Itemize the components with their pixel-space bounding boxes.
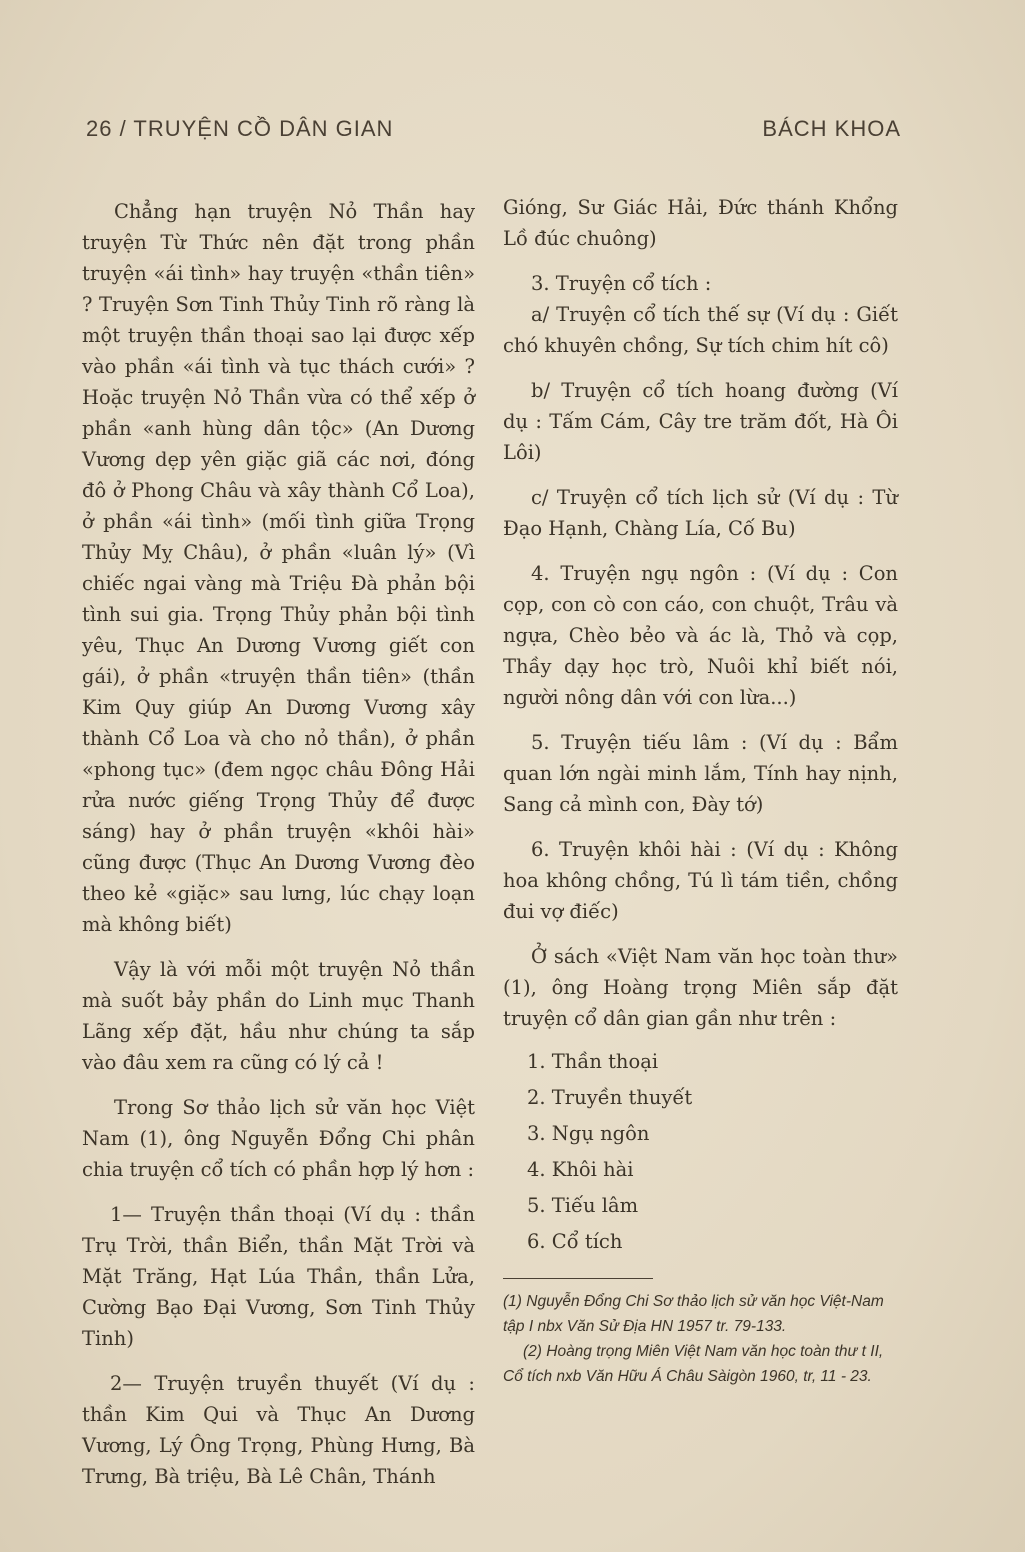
list-item: b/ Truyện cổ tích hoang đường (Ví dụ : Tấm Cám, Cây tre trăm đốt, Hà Ôi Lôi) bbox=[503, 379, 898, 464]
paragraph: Chẳng hạn truyện Nỏ Thần hay truyện Từ Thức nên đặt trong phần truyện «ái tình» hay truyện «thần tiên» ? Truyện Sơn Tinh Thủy Tinh rõ ràng là một truyện thần thoại sao lại được xếp vào phần «ái tình và tục thách cưới» ? Hoặc truyện Nỏ Thần vừa có thể xếp ở phần «anh hùng dân tộc» (An Dương Vương dẹp yên giặc giã các nơi, đóng đô ở Phong Châu và xây thành Cổ Loa), ở phần «ái tình» (mối tình giữa Trọng Thủy Mỵ Châu), ở phần «luân lý» (Vì chiếc ngai vàng mà Triệu Đà phản bội tình sui gia. Trọng Thủy phản bội tình yêu, Thục An Dương Vương giết con gái), ở phần «truyện thần tiên» (thần Kim Quy giúp An Dương Vương xây thành Cổ Loa và cho nỏ thần), ở phần «phong tục» (đem ngọc châu Đông Hải rửa nước giếng Trọng Thủy để được sáng) hay ở phần truyện «khôi hài» cũng được (Thục An Dương Vương đèo theo kẻ «giặc» sau lưng, lúc chạy loạn mà không biết) bbox=[82, 200, 475, 936]
footnote: (2) Hoàng trọng Miên Việt Nam văn học toàn thư t II, Cổ tích nxb Văn Hữu Á Châu Sàigòn 1960, tr, 11 - 23. bbox=[503, 1343, 884, 1385]
list-item: 6. Cổ tích bbox=[527, 1230, 623, 1253]
list-item: a/ Truyện cổ tích thế sự (Ví dụ : Giết chó khuyên chồng, Sự tích chim hít cô) bbox=[503, 303, 898, 357]
list-item: 6. Truyện khôi hài : (Ví dụ : Không hoa không chồng, Tú lì tám tiền, chồng đui vợ điếc) bbox=[503, 838, 898, 923]
footnote-divider bbox=[503, 1278, 653, 1279]
list-item: 4. Truyện ngụ ngôn : (Ví dụ : Con cọp, con cò con cáo, con chuột, Trâu và ngựa, Chèo bẻo và ác là, Thỏ và cọp, Thầy dạy học trò, Nuôi khỉ biết nói, người nông dân với con lừa...) bbox=[503, 562, 898, 709]
running-header bbox=[86, 116, 901, 142]
left-column bbox=[82, 196, 475, 1492]
list-item: 2. Truyền thuyết bbox=[527, 1086, 693, 1109]
right-column bbox=[503, 192, 898, 1389]
paragraph: Vậy là với mỗi một truyện Nỏ thần mà suốt bảy phần do Linh mục Thanh Lãng xếp đặt, hầu như chúng ta sắp vào đâu xem ra cũng có lý cả ! bbox=[82, 958, 475, 1074]
list-item: 5. Truyện tiếu lâm : (Ví dụ : Bẩm quan lớn ngài minh lắm, Tính hay nịnh, Sang cả mình con, Đày tớ) bbox=[503, 731, 898, 816]
footnote: (1) Nguyễn Đổng Chi Sơ thảo lịch sử văn học Việt-Nam tập I nbx Văn Sử Địa HN 1957 tr. 79-133. bbox=[503, 1293, 884, 1335]
paragraph: Trong Sơ thảo lịch sử văn học Việt Nam (1), ông Nguyễn Đổng Chi phân chia truyện cổ tích có phần hợp lý hơn : bbox=[82, 1096, 475, 1181]
list-item: 3. Truyện cổ tích : bbox=[531, 272, 712, 295]
numbered-list bbox=[527, 1044, 898, 1260]
header-right: BÁCH KHOA bbox=[762, 116, 901, 141]
list-item: 1— Truyện thần thoại (Ví dụ : thần Trụ Trời, thần Biển, thần Mặt Trời và Mặt Trăng, Hạt Lúa Thần, thần Lửa, Cường Bạo Đại Vương, Sơn Tinh Thủy Tinh) bbox=[82, 1203, 475, 1350]
list-item: 1. Thần thoại bbox=[527, 1050, 659, 1073]
list-item: 2— Truyện truyền thuyết (Ví dụ : thần Kim Qui và Thục An Dương Vương, Lý Ông Trọng, Phùng Hưng, Bà Trưng, Bà triệu, Bà Lê Chân, Thánh bbox=[82, 1372, 475, 1488]
list-item: 3. Ngụ ngôn bbox=[527, 1122, 650, 1145]
list-item: 5. Tiếu lâm bbox=[527, 1194, 639, 1217]
paragraph: Gióng, Sư Giác Hải, Đức thánh Khổng Lồ đúc chuông) bbox=[503, 196, 898, 250]
header-left: 26 / TRUYỆN CỒ DÂN GIAN bbox=[86, 116, 394, 141]
list-item: c/ Truyện cổ tích lịch sử (Ví dụ : Từ Đạo Hạnh, Chàng Lía, Cố Bu) bbox=[503, 486, 898, 540]
list-item: 4. Khôi hài bbox=[527, 1158, 634, 1181]
paragraph: Ở sách «Việt Nam văn học toàn thư» (1), ông Hoàng trọng Miên sắp đặt truyện cổ dân gian gần như trên : bbox=[503, 945, 898, 1030]
